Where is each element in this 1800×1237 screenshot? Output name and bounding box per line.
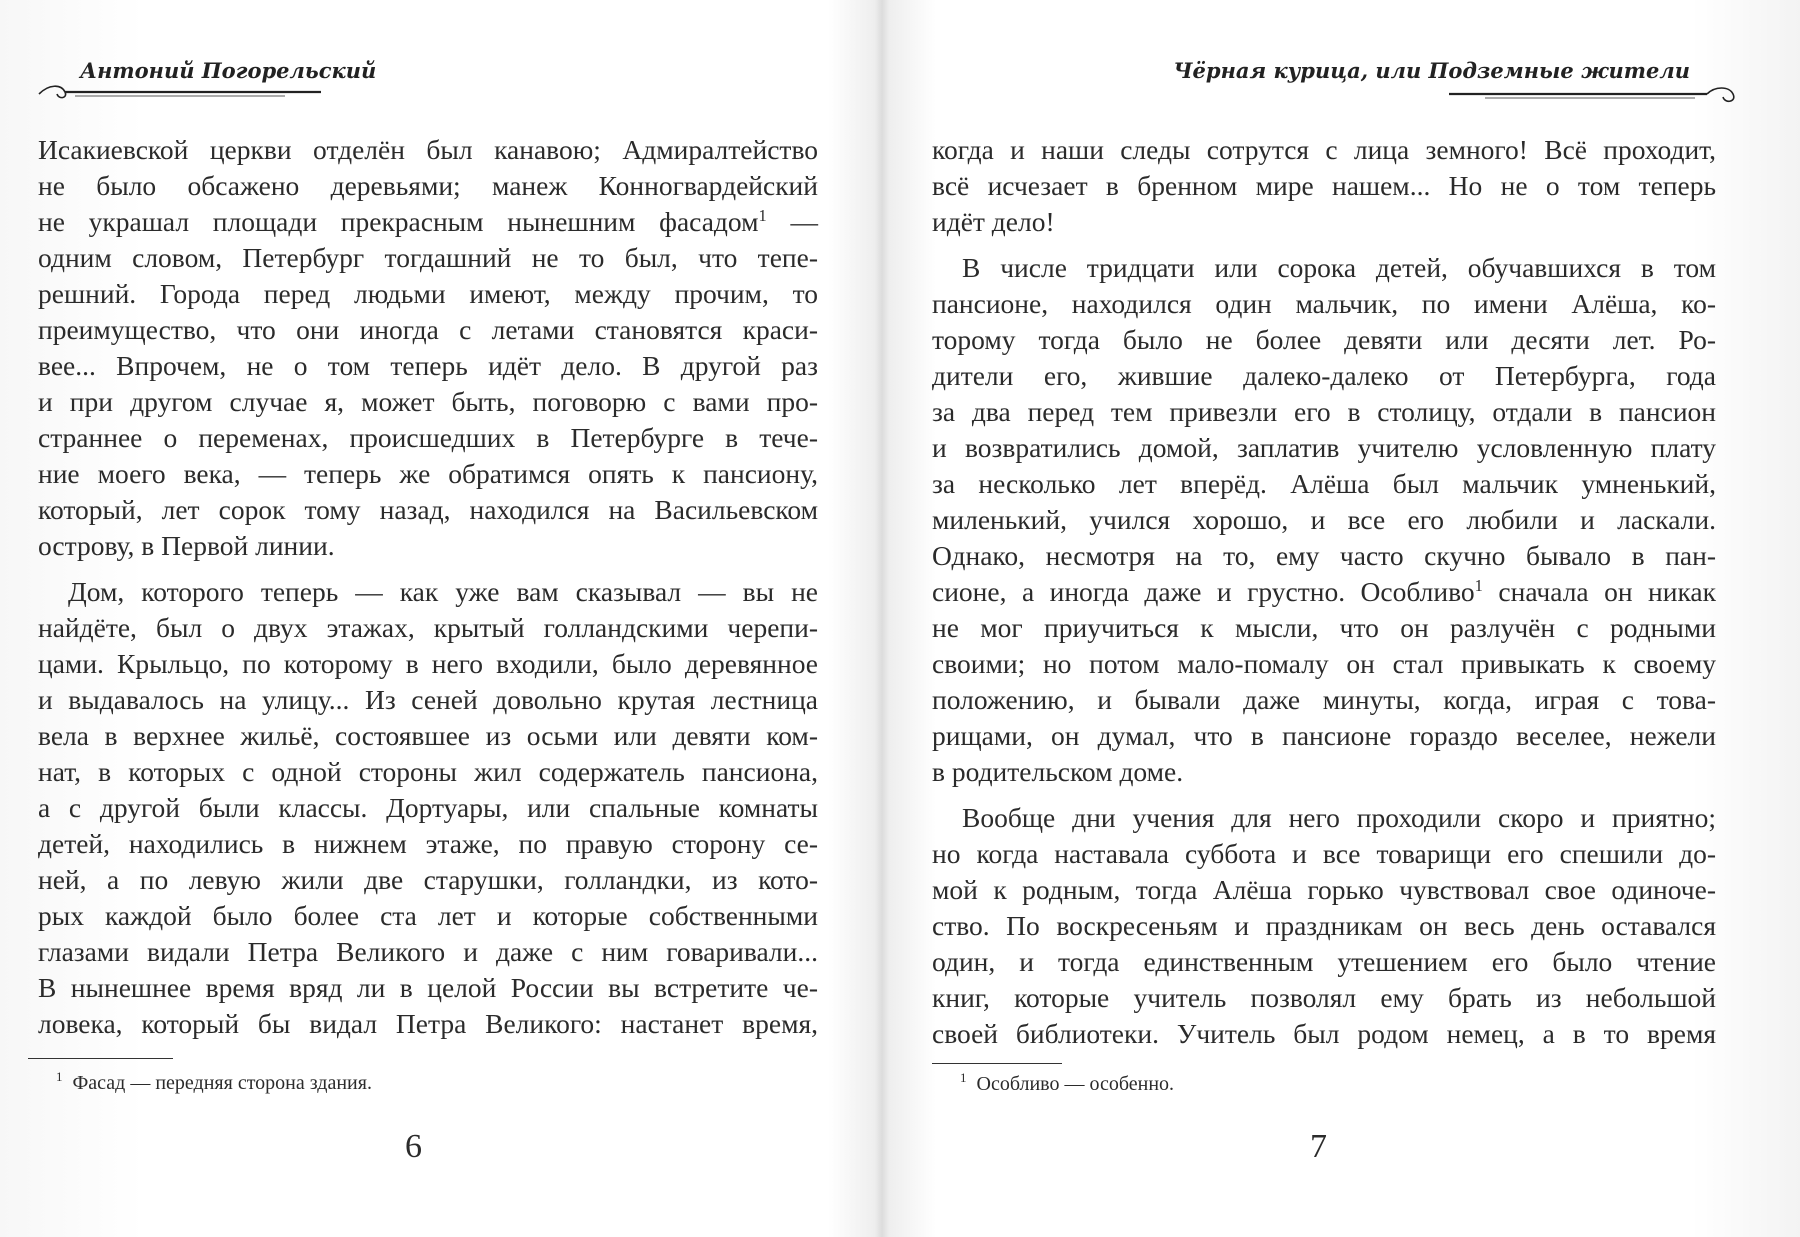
- line-text: всё исчезает в бренном мире нашем... Но не о том теперь: [932, 170, 1716, 201]
- footnote-rule: [28, 1058, 173, 1059]
- line-text: не мог приучиться к мысли, что он разлучён с родными: [932, 612, 1716, 643]
- line-text: найдёте, был о двух этажах, крытый голландскими черепи-: [38, 612, 818, 643]
- line-text: не было обсажено деревьями; манеж Конногвардейский: [38, 170, 818, 201]
- line-text: рищами, он думал, что в пансионе гораздо веселее, нежели: [932, 720, 1716, 751]
- line-text: сионе, а иногда даже и грустно. Особливо: [932, 576, 1475, 607]
- line-text: детей, находились в нижнем этаже, по правую сторону се-: [38, 828, 818, 859]
- line-text: не украшал площади прекрасным нынешним фасадом: [38, 206, 759, 237]
- line-text: за несколько лет вперёд. Алёша был мальчик умненький,: [932, 468, 1716, 499]
- line-text: в родительском доме.: [932, 756, 1184, 787]
- text-line: [932, 502, 1716, 538]
- header-ornament-left: [35, 80, 325, 102]
- footnote: [56, 1069, 372, 1095]
- footnote-ref: 1: [758, 205, 767, 225]
- line-text: миленький, учился хорошо, и все его любили и ласкали.: [932, 504, 1716, 535]
- footnote-rule: [932, 1063, 1062, 1064]
- right-page: [870, 0, 1800, 1237]
- text-line: [932, 754, 1716, 790]
- line-text: дители его, жившие далеко-далеко от Петербурга, года: [932, 360, 1716, 391]
- line-text: книг, которые учитель позволял ему брать из небольшой: [932, 982, 1716, 1013]
- text-line: [38, 610, 818, 646]
- text-line: [38, 1006, 818, 1042]
- line-text: ство. По воскресеньям и праздникам он весь день оставался: [932, 910, 1716, 941]
- text-line: [932, 204, 1716, 240]
- text-line: [38, 826, 818, 862]
- text-line: [38, 790, 818, 826]
- text-line: [932, 872, 1716, 908]
- text-line: [932, 466, 1716, 502]
- footnote-text: Фасад — передняя сторона здания.: [72, 1072, 372, 1094]
- line-text: вела в верхнее жильё, состоявшее из осьми или девяти ком-: [38, 720, 818, 751]
- line-text: а с другой были классы. Дортуары, или спальные комнаты: [38, 792, 818, 823]
- text-line: [38, 898, 818, 934]
- footnote: [960, 1070, 1175, 1096]
- header-ornament-right: [1445, 82, 1745, 104]
- line-text: ние моего века, — теперь же обратимся опять к пансиону,: [38, 458, 818, 489]
- line-text: ней, а по левую жили две старушки, голландки, из кото-: [38, 864, 818, 895]
- left-body-text: [38, 132, 818, 1042]
- line-text: за два перед тем привезли его в столицу, отдали в пансион: [932, 396, 1716, 427]
- line-text: один, и тогда единственным утешением его было чтение: [932, 946, 1716, 977]
- text-line: [932, 358, 1716, 394]
- line-text: идёт дело!: [932, 206, 1055, 237]
- text-line: [932, 132, 1716, 168]
- line-text: В нынешнее время вряд ли в целой России вы встретите че-: [38, 972, 818, 1003]
- text-line: [38, 970, 818, 1006]
- line-text: рых каждой было более ста лет и которые собственными: [38, 900, 818, 931]
- line-text: вее... Впрочем, не о том теперь идёт дело. В другой раз: [38, 350, 818, 381]
- text-line: [932, 980, 1716, 1016]
- page-number: 7: [1310, 1128, 1327, 1165]
- line-text: но когда наставала суббота и все товарищи его спешили до-: [932, 838, 1716, 869]
- text-line: [38, 934, 818, 970]
- line-text: который, лет сорок тому назад, находился на Васильевском: [38, 494, 818, 525]
- text-line: [38, 754, 818, 790]
- text-line: [38, 132, 818, 168]
- line-text: В числе тридцати или сорока детей, обучавшихся в том: [962, 252, 1716, 283]
- line-text: Однако, несмотря на то, ему часто скучно бывало в пан-: [932, 540, 1716, 571]
- line-text: нат, в которых с одной стороны жил содержатель пансиона,: [38, 756, 818, 787]
- text-line: [38, 456, 818, 492]
- text-line: [932, 646, 1716, 682]
- line-text: Исакиевской церкви отделён был канавою; Адмиралтейство: [38, 134, 818, 165]
- line-text: решний. Города перед людьми имеют, между прочим, то: [38, 278, 818, 309]
- line-text: страннее о переменах, происшедших в Петербурге в тече-: [38, 422, 818, 453]
- text-line: [932, 430, 1716, 466]
- text-line: [932, 682, 1716, 718]
- line-text-continued: сначала он никак: [1482, 576, 1716, 607]
- line-text: положению, и бывали даже минуты, когда, играя с това-: [932, 684, 1716, 715]
- page-number: 6: [405, 1128, 422, 1165]
- line-text: своими; но потом мало-помалу он стал привыкать к своему: [932, 648, 1716, 679]
- text-line: [38, 168, 818, 204]
- text-line: [932, 250, 1716, 286]
- text-line: [932, 836, 1716, 872]
- text-line: [38, 312, 818, 348]
- footnote-ref: 1: [1474, 575, 1483, 595]
- footnote-text: Особливо — особенно.: [976, 1073, 1175, 1095]
- running-head-author: Антоний Погорельский: [80, 58, 377, 83]
- line-text: Вообще дни учения для него проходили скоро и приятно;: [962, 802, 1716, 833]
- text-line: [38, 574, 818, 610]
- text-line: [38, 348, 818, 384]
- running-head-title: Чёрная курица, или Подземные жители: [1173, 58, 1690, 83]
- footnote-mark: 1: [960, 1070, 967, 1086]
- text-line: [932, 322, 1716, 358]
- text-line: [38, 862, 818, 898]
- text-line: [38, 384, 818, 420]
- text-line: [38, 492, 818, 528]
- text-line: [932, 168, 1716, 204]
- line-text: своей библиотеки. Учитель был родом немец, а в то время: [932, 1018, 1716, 1049]
- paragraph-gap: [932, 240, 1716, 250]
- text-line: [932, 574, 1716, 610]
- text-line: [38, 718, 818, 754]
- text-line: [38, 646, 818, 682]
- line-text: когда и наши следы сотрутся с лица земного! Всё проходит,: [932, 134, 1716, 165]
- line-text: и возвратились домой, заплатив учителю условленную плату: [932, 432, 1716, 463]
- text-line: [932, 610, 1716, 646]
- line-text: цами. Крыльцо, по которому в него входили, было деревянное: [38, 648, 818, 679]
- line-text-continued: —: [766, 206, 818, 237]
- text-line: [932, 394, 1716, 430]
- line-text: преимущество, что они иногда с летами становятся краси-: [38, 314, 818, 345]
- text-line: [932, 286, 1716, 322]
- line-text: острову, в Первой линии.: [38, 530, 335, 561]
- line-text: пансионе, находился один мальчик, по имени Алёша, ко-: [932, 288, 1716, 319]
- text-line: [932, 908, 1716, 944]
- line-text: глазами видали Петра Великого и даже с ним говаривали...: [38, 936, 818, 967]
- line-text: и при другом случае я, может быть, поговорю с вами про-: [38, 386, 818, 417]
- line-text: торому тогда было не более девяти или десяти лет. Ро-: [932, 324, 1716, 355]
- text-line: [38, 276, 818, 312]
- text-line: [38, 240, 818, 276]
- right-body-text: [932, 132, 1716, 1052]
- text-line: [932, 944, 1716, 980]
- line-text: ловека, который бы видал Петра Великого: настанет время,: [38, 1008, 818, 1039]
- line-text: и выдавалось на улицу... Из сеней довольно крутая лестница: [38, 684, 818, 715]
- line-text: Дом, которого теперь — как уже вам сказывал — вы не: [68, 576, 818, 607]
- line-text: одним словом, Петербург тогдашний не то был, что тепе-: [38, 242, 818, 273]
- paragraph-gap: [932, 790, 1716, 800]
- text-line: [38, 420, 818, 456]
- footnote-mark: 1: [56, 1069, 63, 1085]
- text-line: [38, 682, 818, 718]
- paragraph-gap: [38, 564, 818, 574]
- text-line: [38, 528, 818, 564]
- text-line: [932, 800, 1716, 836]
- left-page: [0, 0, 870, 1237]
- text-line: [932, 718, 1716, 754]
- text-line: [932, 538, 1716, 574]
- text-line: [38, 204, 818, 240]
- text-line: [932, 1016, 1716, 1052]
- line-text: мой к родным, тогда Алёша горько чувствовал свое одиноче-: [932, 874, 1716, 905]
